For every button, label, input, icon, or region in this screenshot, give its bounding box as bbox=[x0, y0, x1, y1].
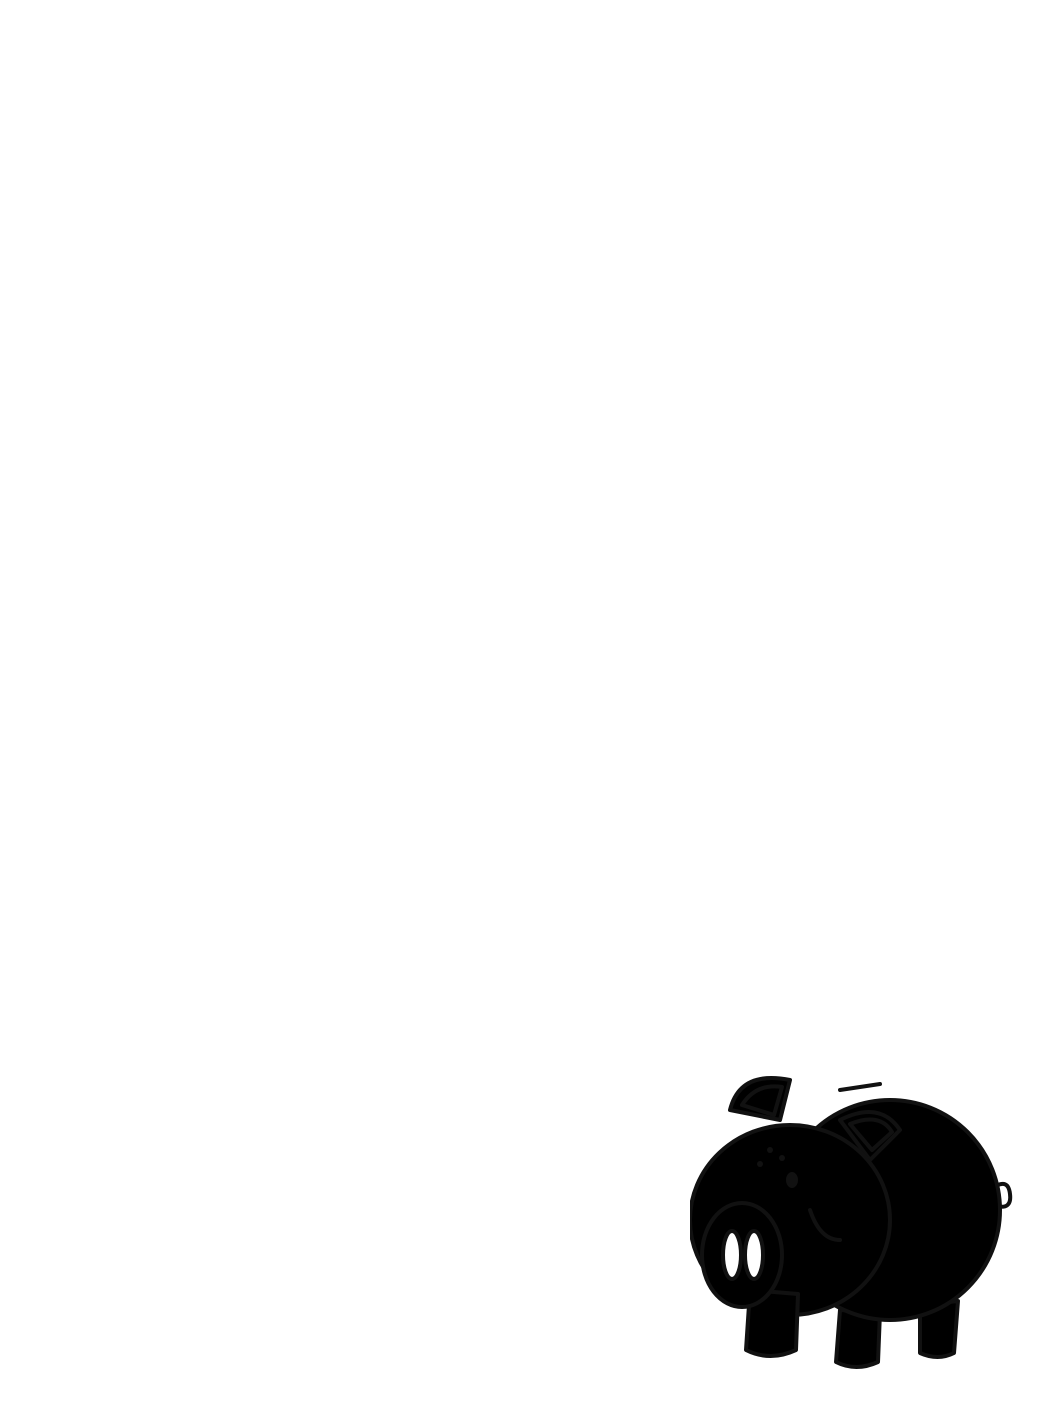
piggy-bank-with-coins-icon bbox=[690, 1060, 1050, 1396]
grade-colors-list bbox=[54, 816, 210, 841]
